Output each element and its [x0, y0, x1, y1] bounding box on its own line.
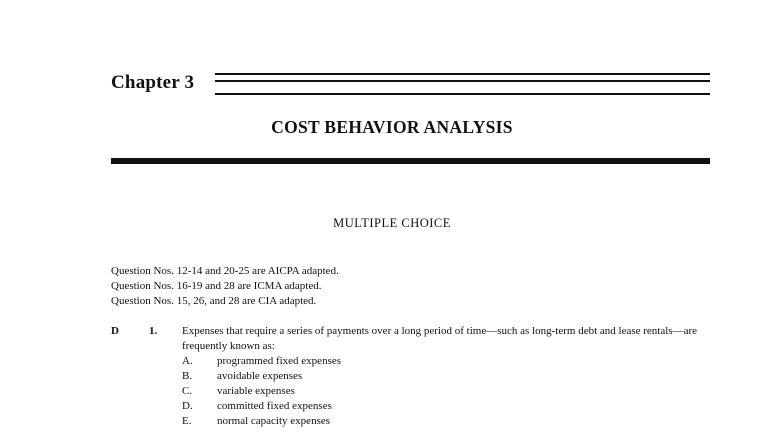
option-text: committed fixed expenses	[217, 400, 332, 412]
chapter-label: Chapter 3	[111, 72, 195, 93]
answer-option-c	[182, 384, 341, 399]
title-divider	[111, 158, 710, 164]
section-heading: MULTIPLE CHOICE	[333, 216, 451, 230]
option-letter: A.	[182, 355, 193, 367]
option-text: variable expenses	[217, 385, 295, 397]
option-letter: E.	[182, 415, 192, 427]
option-text: programmed fixed expenses	[217, 355, 342, 367]
question-stem: Expenses that require a series of payments over a long period of time—such as long-term debt and lease rentals—are frequently known as:	[182, 325, 697, 352]
option-letter: C.	[182, 385, 193, 397]
source-note: Question Nos. 16-19 and 28 are ICMA adapted.	[111, 280, 322, 292]
chapter-title: COST BEHAVIOR ANALYSIS	[271, 117, 513, 137]
answer-option-a	[182, 354, 341, 369]
option-text: normal capacity expenses	[217, 415, 331, 427]
chapter-rule-middle	[215, 80, 710, 82]
chapter-rule-bottom	[215, 93, 710, 95]
question-number: 1.	[149, 325, 158, 337]
answer-options	[182, 354, 341, 429]
chapter-rule-top	[215, 73, 710, 75]
answer-option-d	[182, 399, 341, 414]
source-notes	[111, 264, 339, 309]
source-note: Question Nos. 12-14 and 20-25 are AICPA adapted.	[111, 265, 339, 277]
answer-option-e	[182, 414, 341, 429]
source-note: Question Nos. 15, 26, and 28 are CIA adapted.	[111, 295, 317, 307]
option-text: avoidable expenses	[217, 370, 303, 382]
answer-key: D	[111, 325, 119, 337]
option-letter: D.	[182, 400, 193, 412]
answer-option-b	[182, 369, 341, 384]
option-letter: B.	[182, 370, 193, 382]
